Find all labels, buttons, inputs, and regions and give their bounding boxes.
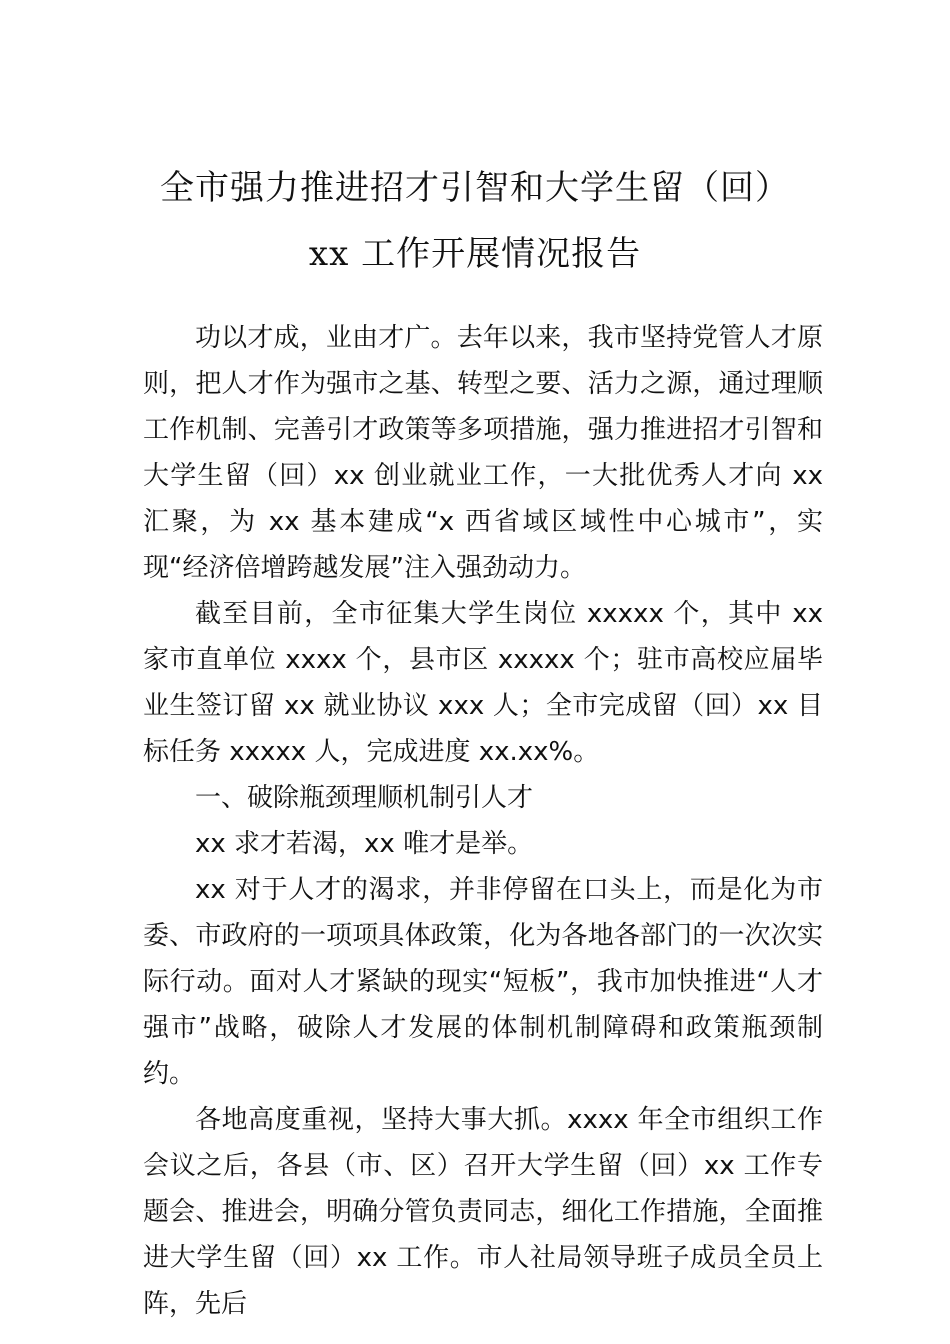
paragraph-intro: 功以才成，业由才广。去年以来，我市坚持党管人才原则，把人才作为强市之基、转型之要、活力之源，通过理顺工作机制、完善引才政策等多项措施，强力推进招才引智和大学生留（回）xx 创业就业工作，一大批优秀人才向 xx 汇聚，为 xx 基本建成“x 西省域区域性中心城市”，实现“经济倍增跨越发展”注入强劲动力。: [143, 323, 823, 583]
paragraph-local-efforts: 各地高度重视，坚持大事大抓。xxxx 年全市组织工作会议之后，各县（市、区）召开大学生留（回）xx 工作专题会、推进会，明确分管负责同志，细化工作措施，全面推进大学生留（回）xx 工作。市人社局领导班子成员全员上阵，先后: [143, 1105, 823, 1319]
paragraph-statistics: 截至目前，全市征集大学生岗位 xxxxx 个，其中 xx 家市直单位 xxxx 个，县市区 xxxxx 个；驻市高校应届毕业生签订留 xx 就业协议 xxx 人；全市完成留（回）xx 目标任务 xxxxx 人，完成进度 xx.xx%。: [143, 599, 823, 767]
document-title-line-2: xx 工作开展情况报告: [308, 234, 642, 274]
document-body: [143, 315, 823, 1327]
paragraph-policy: xx 对于人才的渴求，并非停留在口头上，而是化为市委、市政府的一项项具体政策，化为各地各部门的一次次实际行动。面对人才紧缺的现实“短板”，我市加快推进“人才强市”战略，破除人才发展的体制机制障碍和政策瓶颈制约。: [143, 875, 823, 1089]
section-heading-1: 一、破除瓶颈理顺机制引人才: [195, 783, 534, 813]
paragraph-motto: xx 求才若渴，xx 唯才是举。: [195, 829, 534, 859]
document-title-line-1: 全市强力推进招才引智和大学生留（回）: [160, 168, 790, 208]
